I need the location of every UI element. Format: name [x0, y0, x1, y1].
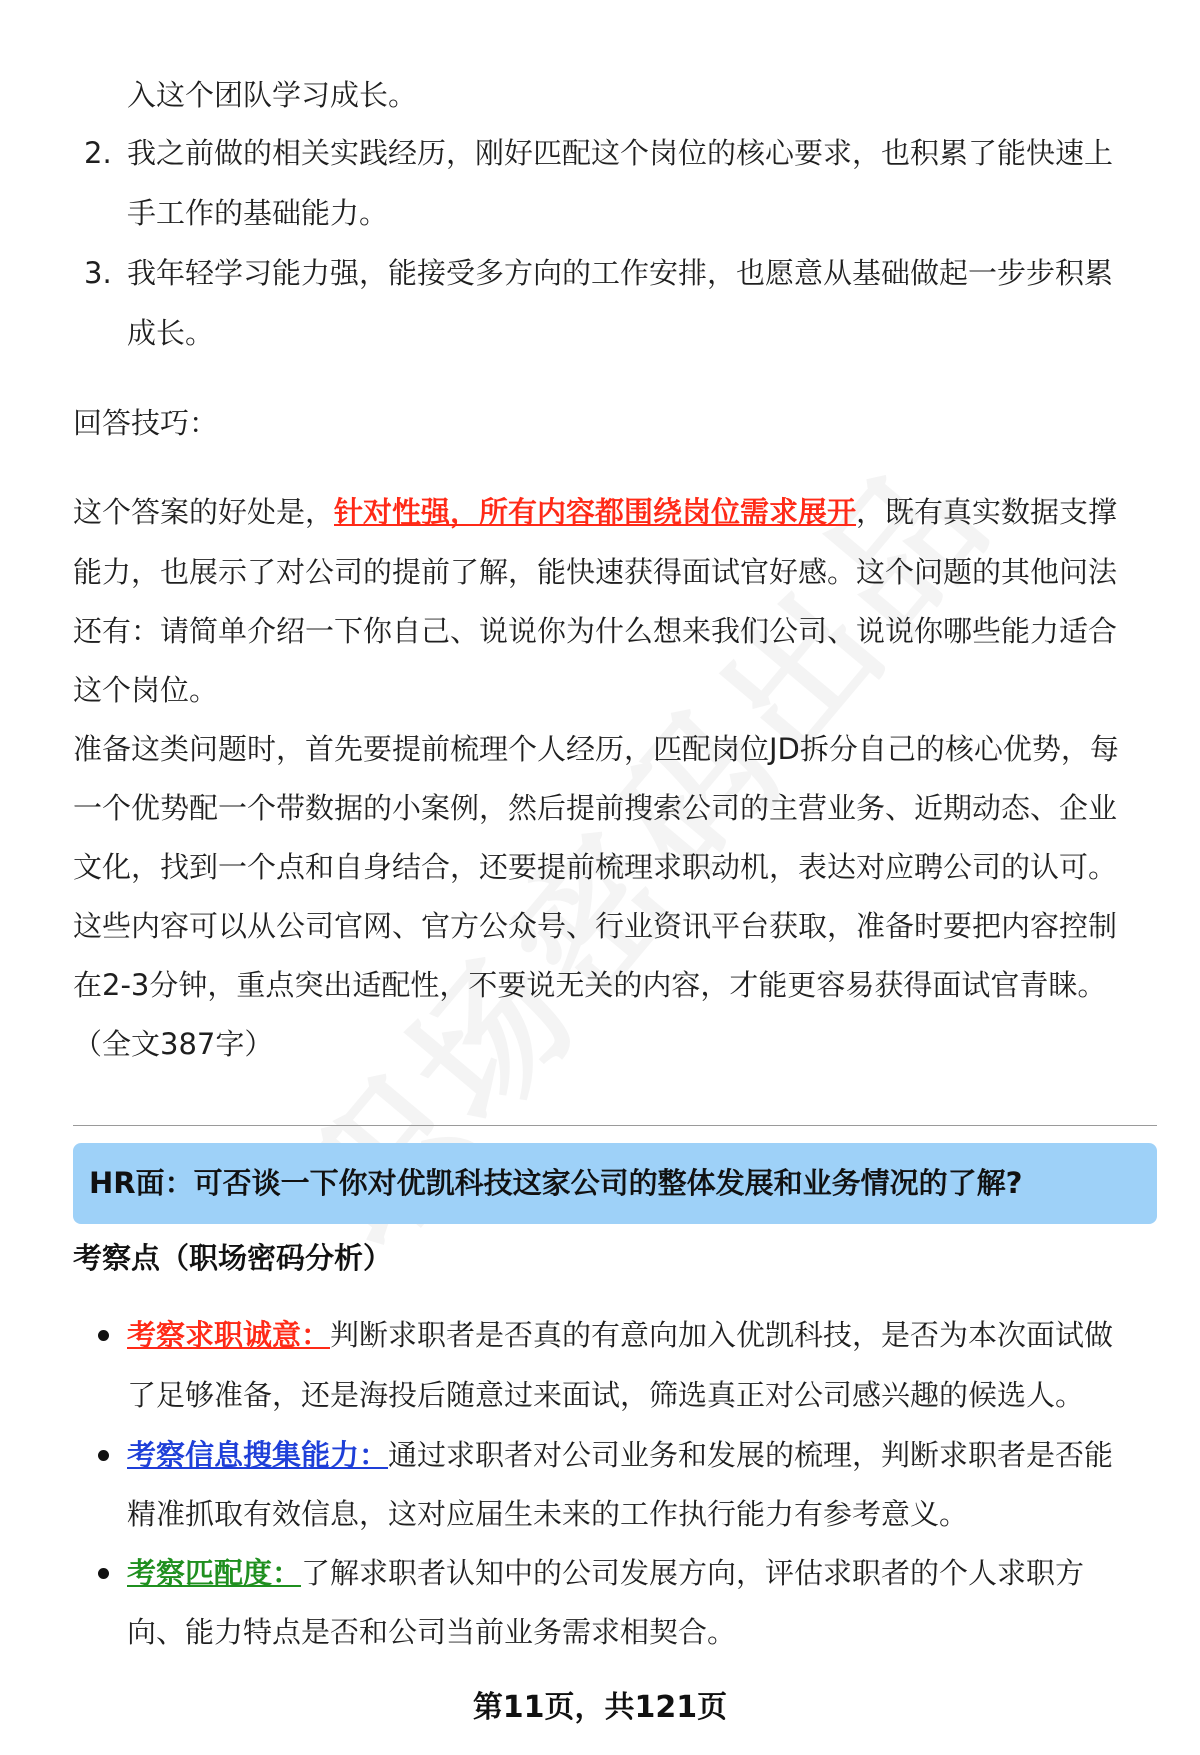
bullet-1-text: 判断求职者是否真的有意向加入优凯科技，是否为本次面试做: [330, 1318, 1114, 1352]
bullet-dot: [98, 1330, 109, 1341]
page-footer: 第11页，共121页: [472, 1690, 728, 1725]
tips-highlight: 针对性强，所有内容都围绕岗位需求展开: [334, 495, 857, 529]
tips-paragraph-1-line-1: [73, 492, 1117, 532]
tips-paragraph-1-line-3: 还有：请简单介绍一下你自己、说说你为什么想来我们公司、说说你哪些能力适合: [73, 614, 1118, 648]
list-item-2-line-2: 手工作的基础能力。: [127, 196, 389, 230]
tips-paragraph-2-line-3: 文化，找到一个点和自身结合，还要提前梳理求职动机，表达对应聘公司的认可。: [73, 850, 1118, 884]
list-item-2-line-1: 我之前做的相关实践经历，刚好匹配这个岗位的核心要求，也积累了能快速上: [127, 136, 1114, 170]
question-box: [73, 1143, 1157, 1224]
tips-paragraph-2-line-1: 准备这类问题时，首先要提前梳理个人经历，匹配岗位JD拆分自己的核心优势，每: [73, 732, 1119, 766]
tips-paragraph-1-line-2: 能力，也展示了对公司的提前了解，能快速获得面试官好感。这个问题的其他问法: [73, 555, 1118, 589]
bullet-2-line-1: [127, 1435, 1113, 1475]
tips-p1-pre: 这个答案的好处是，: [73, 495, 335, 529]
analysis-title: 考察点（职场密码分析）: [73, 1241, 393, 1275]
tips-heading: 回答技巧：: [73, 406, 219, 440]
list-number-3: 3.: [84, 256, 112, 290]
bullet-3-label: 考察匹配度：: [127, 1556, 302, 1590]
bullet-dot: [98, 1450, 109, 1461]
section-divider: [73, 1125, 1157, 1126]
tips-paragraph-2-line-4: 这些内容可以从公司官网、官方公众号、行业资讯平台获取，准备时要把内容控制: [73, 909, 1118, 943]
bullet-1-line-1: [127, 1315, 1113, 1355]
bullet-3-text: 了解求职者认知中的公司发展方向，评估求职者的个人求职方: [301, 1556, 1085, 1590]
bullet-dot: [98, 1568, 109, 1579]
tips-paragraph-2-line-2: 一个优势配一个带数据的小案例，然后提前搜索公司的主营业务、近期动态、企业: [73, 791, 1118, 825]
list-number-2: 2.: [84, 136, 112, 170]
bullet-2-line-2: 精准抓取有效信息，这对应届生未来的工作执行能力有参考意义。: [127, 1497, 969, 1531]
list-item-1-continuation: 入这个团队学习成长。: [127, 78, 418, 112]
bullet-3-line-1: [127, 1553, 1084, 1593]
bullet-3-line-2: 向、能力特点是否和公司当前业务需求相契合。: [127, 1615, 737, 1649]
bullet-2-text: 通过求职者对公司业务和发展的梳理，判断求职者是否能: [388, 1438, 1114, 1472]
word-count: （全文387字）: [73, 1027, 274, 1061]
bullet-1-line-2: 了足够准备，还是海投后随意过来面试，筛选真正对公司感兴趣的候选人。: [127, 1378, 1085, 1412]
tips-p1-post: ，既有真实数据支撑: [856, 495, 1118, 529]
tips-paragraph-1-line-4: 这个岗位。: [73, 673, 219, 707]
question-text: HR面：可否谈一下你对优凯科技这家公司的整体发展和业务情况的了解?: [89, 1166, 1023, 1200]
bullet-2-label: 考察信息搜集能力：: [127, 1438, 389, 1472]
tips-paragraph-2-line-5: 在2-3分钟，重点突出适配性，不要说无关的内容，才能更容易获得面试官青睐。: [73, 968, 1107, 1002]
bullet-1-label: 考察求职诚意：: [127, 1318, 331, 1352]
list-item-3-line-2: 成长。: [127, 316, 215, 350]
list-item-3-line-1: 我年轻学习能力强，能接受多方向的工作安排，也愿意从基础做起一步步积累: [127, 256, 1114, 290]
